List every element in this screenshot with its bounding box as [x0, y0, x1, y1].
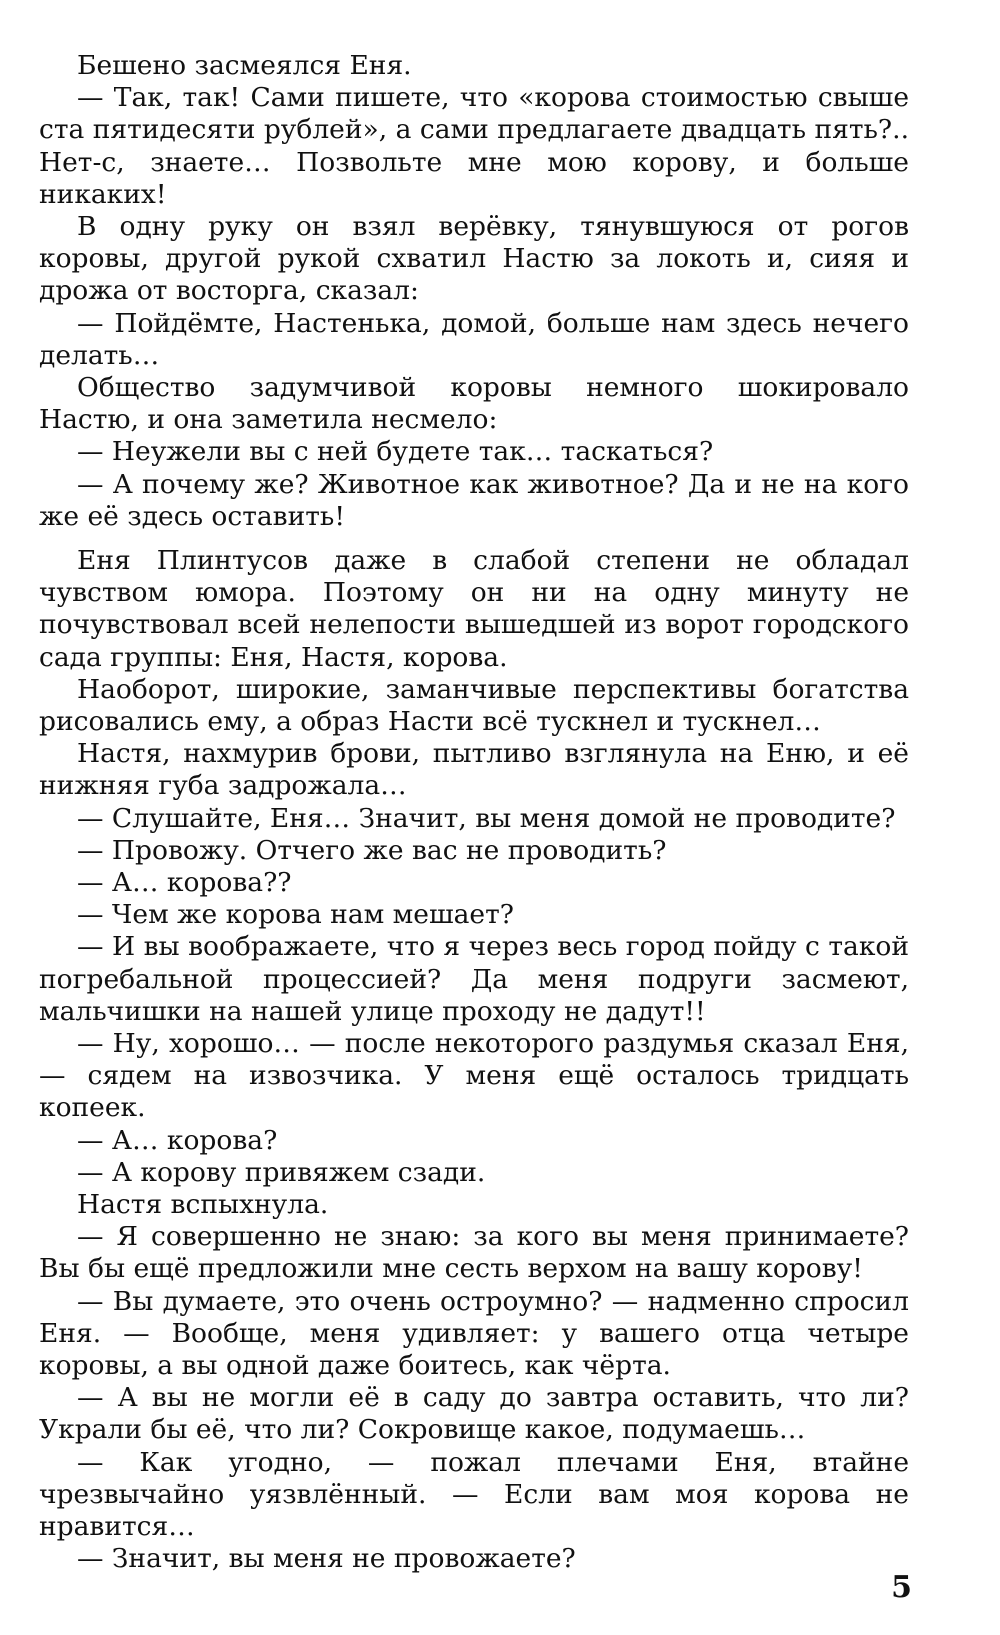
paragraph: Настя вспыхнула. — [77, 1189, 329, 1221]
paragraph: — А… корова? — [77, 1124, 278, 1156]
paragraph: — А вы не могли её в саду до завтра оставить, что ли? Украли бы её, что ли? Сокровище какое, подумаешь… — [39, 1382, 909, 1446]
paragraph: — Так, так! Сами пишете, что «корова стоимостью свыше ста пятидесяти рублей», а сами предлагаете двадцать пять?.. Нет-с, знаете… Позвольте мне мою корову, и больше никаких! — [39, 82, 909, 210]
paragraph: — Провожу. Отчего же вас не проводить? — [77, 834, 667, 866]
paragraph: — Слушайте, Еня… Значит, вы меня домой не проводите? — [77, 802, 896, 834]
paragraph: — Вы думаете, это очень остроумно? — надменно спросил Еня. — Вообще, меня удивляет: у вашего отца четыре коровы, а вы одной даже боитесь, как чёрта. — [39, 1285, 909, 1382]
paragraph: В одну руку он взял верёвку, тянувшуюся от рогов коровы, другой рукой схватил Настю за локоть и, сияя и дрожа от восторга, сказал: — [39, 211, 909, 307]
paragraph: — Чем же корова нам мешает? — [77, 899, 514, 931]
page-number: 5 — [891, 1570, 912, 1605]
paragraph: — Неужели вы с ней будете так… таскаться? — [77, 436, 714, 468]
paragraph: — Пойдёмте, Настенька, домой, больше нам здесь нечего делать… — [39, 307, 909, 371]
text-block-2 — [39, 545, 909, 1576]
paragraph: Настя, нахмурив брови, пытливо взглянула на Еню, и её нижняя губа задрожала… — [39, 738, 909, 802]
paragraph: — Как угодно, — пожал плечами Еня, втайне чрезвычайно уязвлённый. — Если вам моя корова не нравится… — [39, 1446, 909, 1543]
paragraph: Общество задумчивой коровы немного шокировало Настю, и она заметила несмело: — [39, 372, 909, 436]
paragraph: — Значит, вы меня не провожаете? — [77, 1543, 576, 1575]
paragraph: — А… корова?? — [77, 867, 292, 899]
text-block-1 — [39, 50, 909, 533]
paragraph: Бешено засмеялся Еня. — [77, 50, 412, 81]
paragraph: — И вы воображаете, что я через весь город пойду с такой погребальной процессией? Да меня подруги засмеют, мальчишки на нашей улице проходу не дадут!! — [39, 931, 909, 1027]
paragraph: Еня Плинтусов даже в слабой степени не обладал чувством юмора. Поэтому он ни на одну минуту не почувствовал всей нелепости вышедшей из ворот городского сада группы: Еня, Настя, корова. — [39, 545, 909, 673]
paragraph: — Я совершенно не знаю: за кого вы меня принимаете? Вы бы ещё предложили мне сесть верхом на вашу корову! — [39, 1221, 909, 1285]
paragraph: — Ну, хорошо… — после некоторого раздумья сказал Еня, — сядем на извозчика. У меня ещё осталось тридцать копеек. — [39, 1028, 909, 1124]
paragraph: — А почему же? Животное как животное? Да и не на кого же её здесь оставить! — [39, 468, 909, 532]
paragraph: — А корову привяжем сзади. — [77, 1156, 486, 1188]
paragraph: Наоборот, широкие, заманчивые перспективы богатства рисовались ему, а образ Насти всё тускнел и тускнел… — [39, 673, 909, 738]
